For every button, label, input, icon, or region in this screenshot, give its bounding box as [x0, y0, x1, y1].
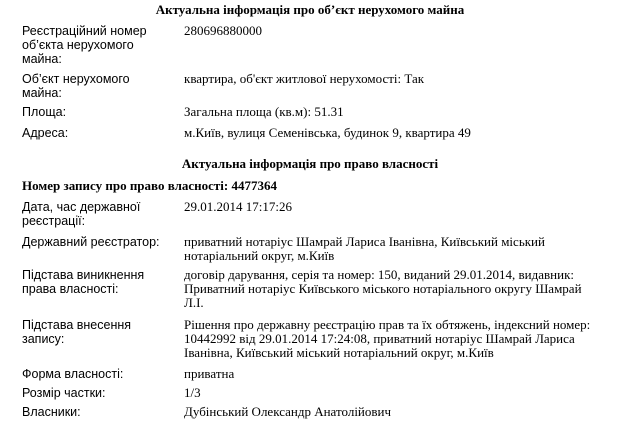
entry-basis-value: Рішення про державну реєстрацію прав та їх обтяжень, індексний номер: 10442992 від 29.01.2014 17:24:08, приватний нотаріус Шамрай Лариса Іванівна, Київський міський нотаріальний округ, м.Київ — [184, 317, 591, 360]
address-label: Адреса: — [22, 126, 69, 140]
registrar-label: Державний реєстратор: — [22, 235, 160, 249]
registration-date-value: 29.01.2014 17:17:26 — [184, 199, 292, 214]
entry-basis-label: Підстава внесення запису: — [22, 318, 132, 346]
registrar-value: приватний нотаріус Шамрай Лариса Іванівна, Київський міський нотаріальний округ, м.Київ — [184, 234, 545, 263]
property-object-label: Об’єкт нерухомого майна: — [22, 72, 130, 100]
property-section-title: Актуальна інформація про об’єкт нерухомого майна — [155, 2, 465, 17]
address-value: м.Київ, вулиця Семенівська, будинок 9, квартира 49 — [184, 125, 471, 140]
ownership-form-label: Форма власності: — [22, 367, 124, 381]
owners-label: Власники: — [22, 405, 81, 419]
area-value: Загальна площа (кв.м): 51.31 — [184, 104, 344, 119]
registration-number-value: 280696880000 — [184, 23, 262, 38]
registration-number-label: Реєстраційний номер об’єкта нерухомого майна: — [22, 24, 147, 66]
ownership-basis-label: Підстава виникнення права власності: — [22, 268, 145, 296]
ownership-section-title: Актуальна інформація про право власності — [181, 156, 439, 171]
share-size-label: Розмір частки: — [22, 386, 106, 400]
ownership-basis-value: договір дарування, серія та номер: 150, виданий 29.01.2014, видавник: Приватний нотаріус Київського міського нотаріального округу Шамрай Л.І. — [184, 267, 582, 310]
area-label: Площа: — [22, 105, 67, 119]
property-object-value: квартира, об'єкт житлової нерухомості: Так — [184, 71, 425, 86]
share-size-value: 1/3 — [184, 385, 201, 400]
registration-date-label: Дата, час державної реєстрації: — [22, 200, 141, 228]
ownership-form-value: приватна — [184, 366, 235, 381]
owners-value: Дубінський Олександр Анатолійович — [184, 404, 392, 419]
ownership-record-number: Номер запису про право власності: 4477364 — [22, 178, 277, 193]
